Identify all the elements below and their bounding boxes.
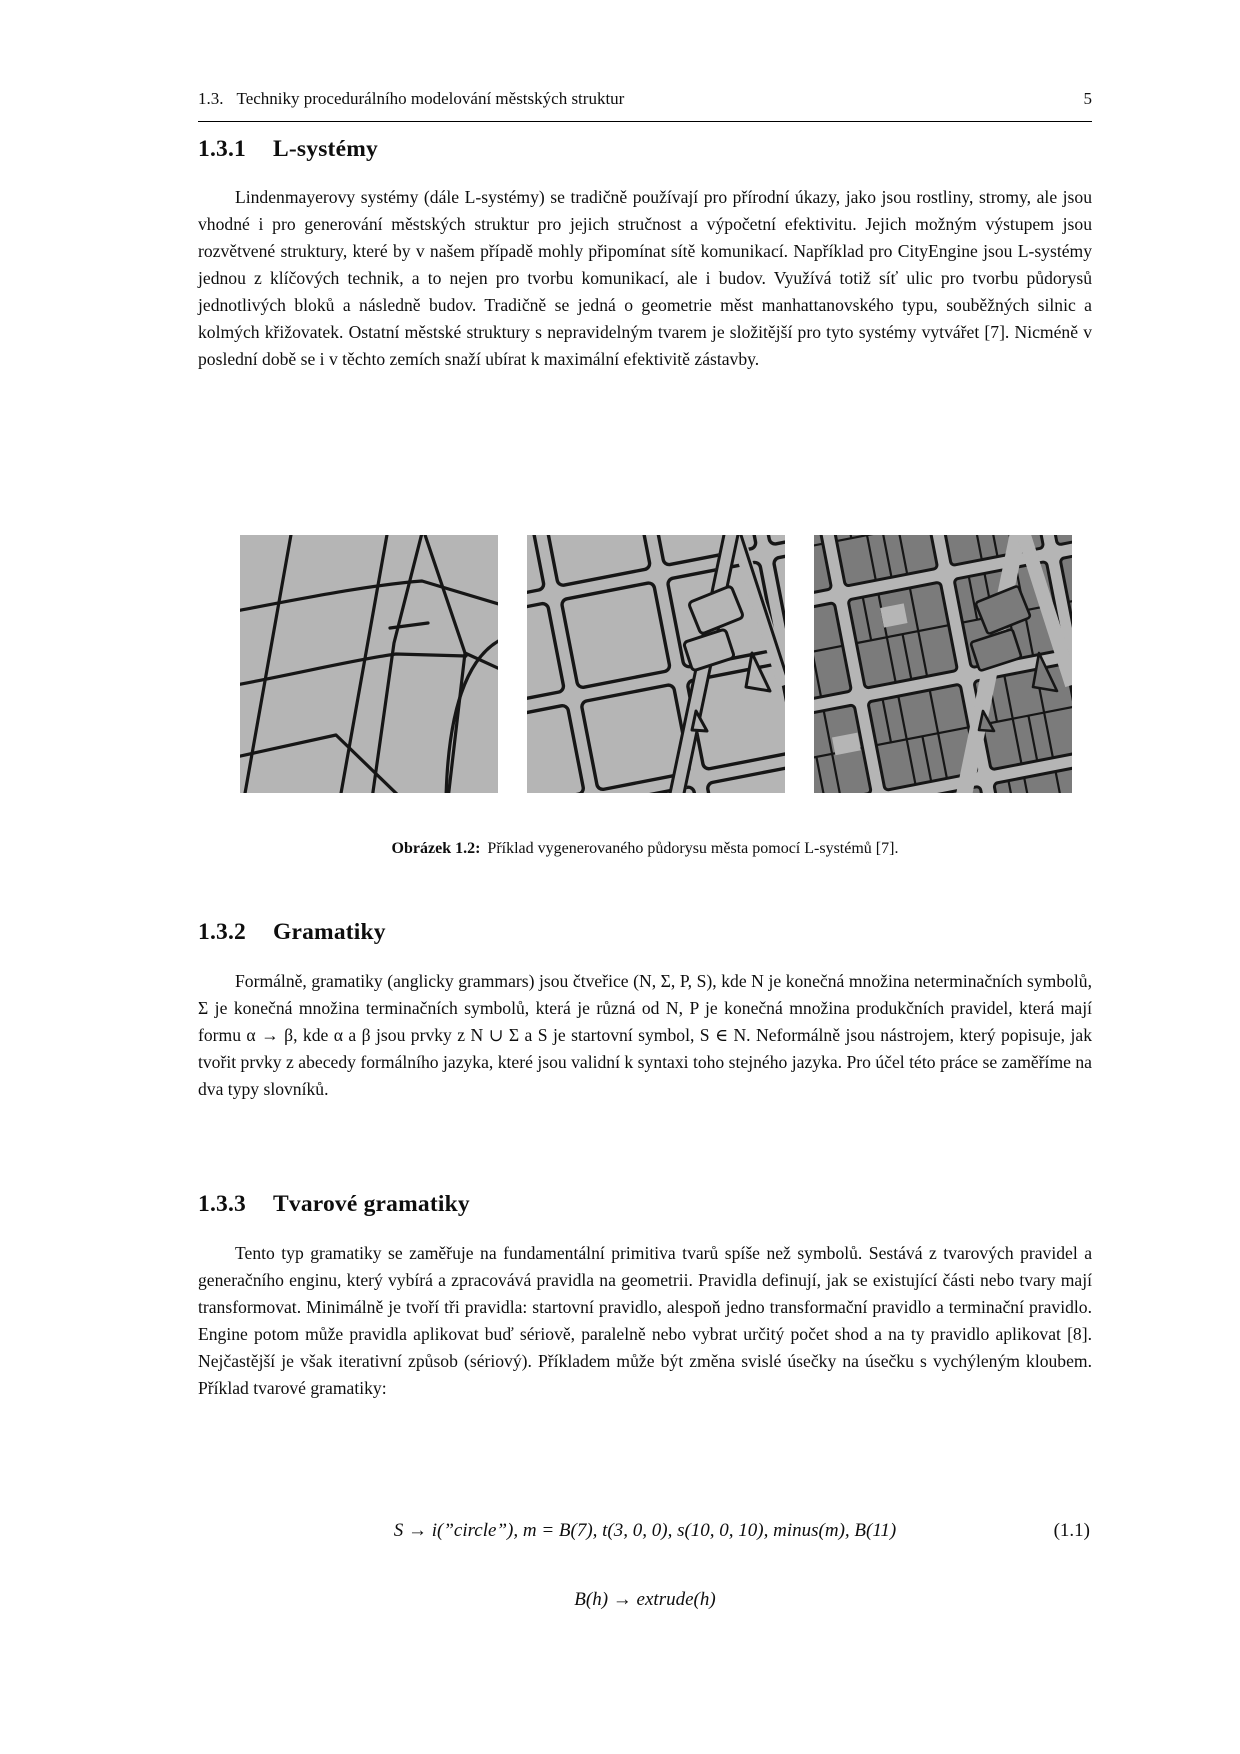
section-heading-gramatiky xyxy=(198,919,1092,946)
page-header xyxy=(198,88,1092,122)
equation-1-1-number: (1.1) xyxy=(1053,1520,1090,1541)
street-blocks-map-panel xyxy=(527,535,785,793)
paragraph-l-systemy: Lindenmayerovy systémy (dále L-systémy) se tradičně používají pro přírodní úkazy, jako jsou rostliny, stromy, ale jsou vhodné i pro generování městských struktur pro jejich stručnost a výpočetní efektivitu. Jejich možným výstupem jsou rozvětvené struktury, které by v našem případě mohly připomínat sítě komunikací. Například pro CityEngine jsou L-systémy jednou z klíčových technik, a to nejen pro tvorbu komunikací, ale i budov. Využívá totiž síť ulic pro tvorbu půdorysů jednotlivých bloků a následně budov. Tradičně se jedná o geometrie měst manhattanovského typu, souběžných silnic a kolmých křižovatek. Ostatní městské struktury s nepravidelným tvarem je složitější pro tyto systémy vytvářet [7]. Nicméně v poslední době se i v těchto zemích snaží ubírat k maximální efektivitě zástavby. xyxy=(198,187,1092,369)
figure-caption-text: Příklad vygenerovaného půdorysu města pomocí L-systémů [7]. xyxy=(487,840,899,857)
page-number: 5 xyxy=(1083,89,1092,108)
section-number: 1.3.3 xyxy=(198,1191,246,1217)
header-left xyxy=(198,88,624,110)
equation-extrude xyxy=(198,1589,1092,1611)
section-title: Tvarové gramatiky xyxy=(273,1191,470,1217)
equation-1-1-body: S → i(”circle”), m = B(7), t(3, 0, 0), s(10, 0, 10), minus(m), B(11) xyxy=(393,1520,897,1541)
equation-extrude-body: B(h) → extrude(h) xyxy=(574,1589,716,1610)
paragraph-tvarove-gramatiky: Tento typ gramatiky se zaměřuje na fundamentální primitiva tvarů spíše než symbolů. Sestává z tvarových pravidel a generačního enginu, který vybírá a zpracovává pravidla na geometrii. Pravidla definují, jak se existující části nebo tvary mají transformovat. Minimálně je tvoří tři pravidla: startovní pravidlo, alespoň jedno transformační pravidlo a terminační pravidlo. Engine potom může pravidla aplikovat buď sériově, paralelně nebo vybrat určitý počet shod a na ty pravidlo aplikovat [8]. Nejčastější je však iterativní způsob (sériový). Příkladem může být změna svislé úsečky na úsečku s vychýleným kloubem. Příklad tvarové gramatiky: xyxy=(198,1243,1092,1398)
header-section-number: 1.3. xyxy=(198,89,224,108)
equation-1-1 xyxy=(198,1520,1092,1542)
section-heading-tvarove-gramatiky xyxy=(198,1191,1092,1218)
header-title: Techniky procedurálního modelování městských struktur xyxy=(236,89,625,108)
figure-1-2 xyxy=(240,535,1072,793)
paragraph-gramatiky: Formálně, gramatiky (anglicky grammars) jsou čtveřice (N, Σ, P, S), kde N je konečná množina neterminačních symbolů, Σ je konečná množina terminačních symbolů, která je různá od N, P je konečná množina produkčních pravidel, která mají formu α → β, kde α a β jsou prvky z N ∪ Σ a S je startovní symbol, S ∈ N. Neformálně jsou nástrojem, který popisuje, jak tvořit prvky z abecedy formálního jazyka, které jsou validní k syntaxi toho stejného jazyka. Pro účel této práce se zaměříme na dva typy slovníků. xyxy=(198,971,1092,1099)
section-title: Gramatiky xyxy=(273,919,386,945)
section-title: L-systémy xyxy=(273,136,378,162)
figure-caption xyxy=(198,838,1092,860)
building-footprints-map-panel xyxy=(814,535,1072,793)
section-heading-l-systemy xyxy=(198,136,1092,163)
section-number: 1.3.1 xyxy=(198,136,246,162)
section-number: 1.3.2 xyxy=(198,919,246,945)
figure-caption-label: Obrázek 1.2: xyxy=(391,840,481,857)
road-network-map-panel xyxy=(240,535,498,793)
